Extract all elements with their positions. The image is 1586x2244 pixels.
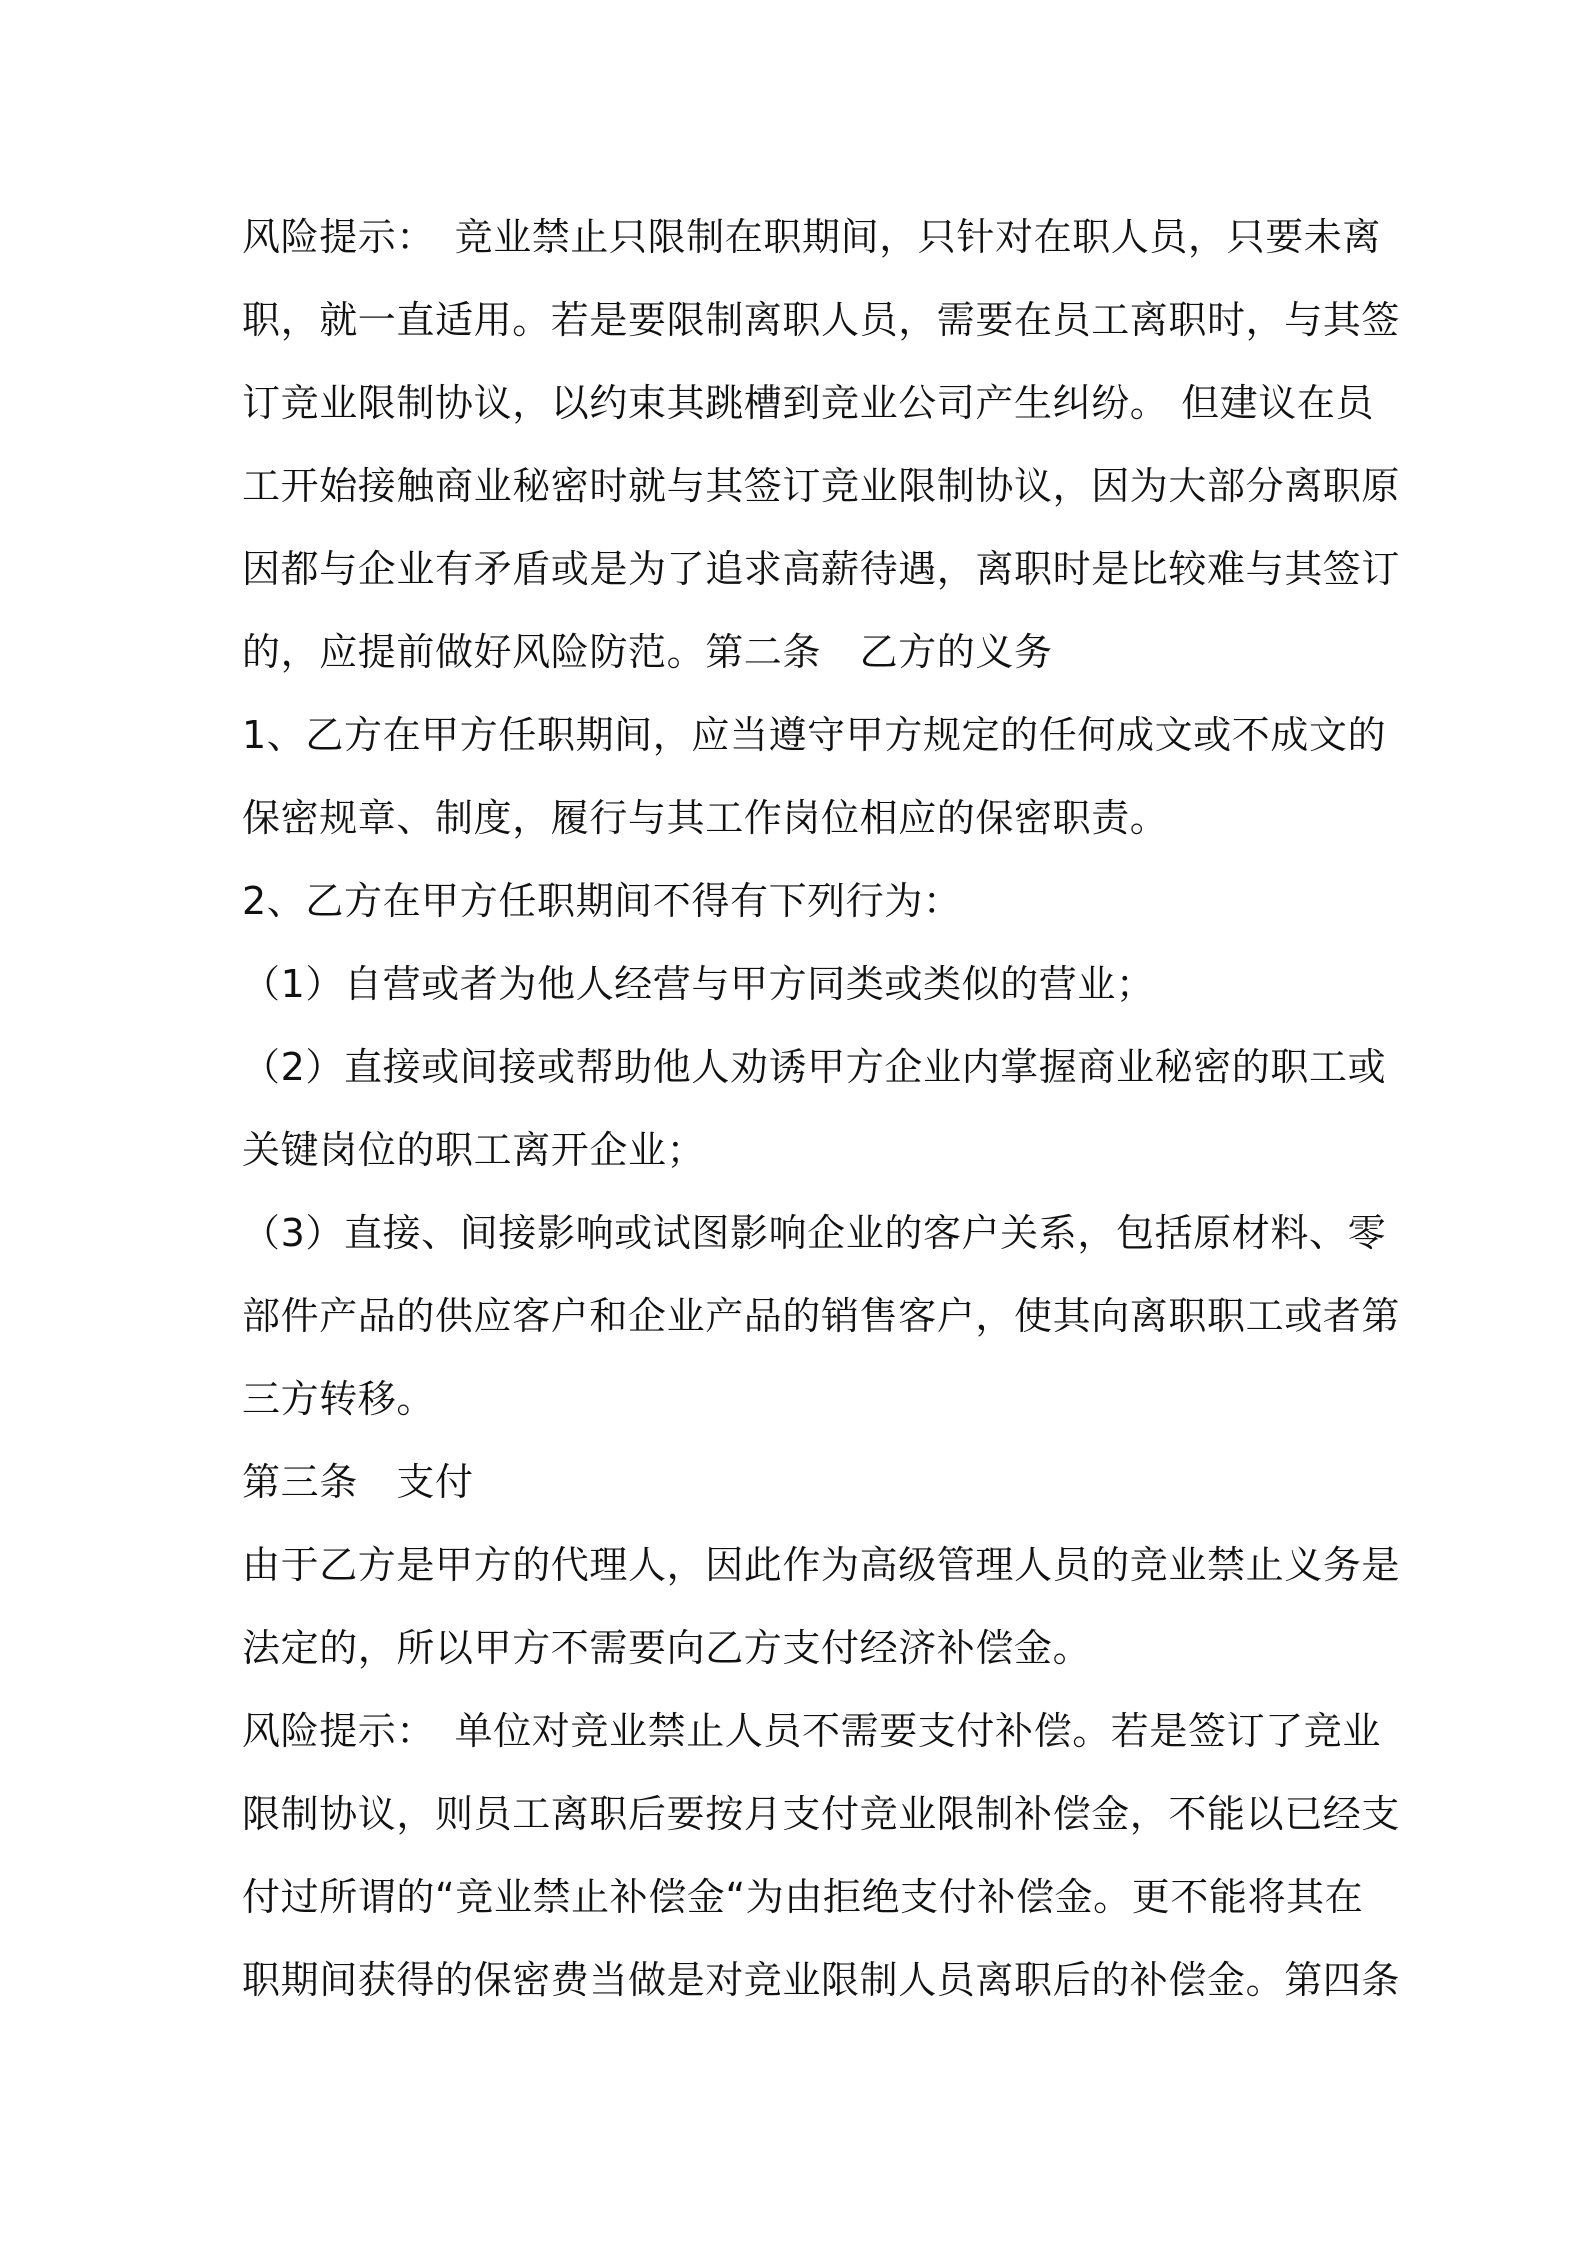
text-line: 工开始接触商业秘密时就与其签订竞业限制协议，因为大部分离职原 [242,464,1401,508]
text-line: 付过所谓的“竞业禁止补偿金“为由拒绝支付补偿金。更不能将其在 [242,1875,1364,1919]
text-line: 法定的，所以甲方不需要向乙方支付经济补偿金。 [242,1626,1092,1670]
text-line: 职期间获得的保密费当做是对竞业限制人员离职后的补偿金。第四条 [242,1958,1401,2002]
text-line: （2）直接或间接或帮助他人劝诱甲方企业内掌握商业秘密的职工或 [242,1045,1387,1089]
text-line: （1）自营或者为他人经营与甲方同类或类似的营业； [242,962,1155,1006]
section-heading: 第三条 支付 [242,1460,474,1504]
document-body [242,196,1401,2022]
text-line: 限制协议，则员工离职后要按月支付竞业限制补偿金，不能以已经支 [242,1792,1401,1836]
text-line: 三方转移。 [242,1377,436,1421]
text-line: 风险提示： 单位对竞业禁止人员不需要支付补偿。若是签订了竞业 [242,1709,1382,1753]
text-line: 部件产品的供应客户和企业产品的销售客户，使其向离职职工或者第 [242,1294,1401,1338]
text-line: （3）直接、间接影响或试图影响企业的客户关系，包括原材料、零 [242,1211,1387,1255]
text-line: 关键岗位的职工离开企业； [242,1128,706,1172]
text-line: 1、乙方在甲方任职期间，应当遵守甲方规定的任何成文或不成文的 [242,713,1387,757]
text-line: 由于乙方是甲方的代理人，因此作为高级管理人员的竞业禁止义务是 [242,1543,1401,1587]
text-line: 因都与企业有矛盾或是为了追求高薪待遇，离职时是比较难与其签订 [242,547,1401,591]
text-line: 2、乙方在甲方任职期间不得有下列行为： [242,879,962,923]
text-line: 风险提示： 竞业禁止只限制在职期间，只针对在职人员，只要未离 [242,215,1382,259]
text-line: 订竞业限制协议，以约束其跳槽到竞业公司产生纠纷。 但建议在员 [242,381,1375,425]
text-line: 保密规章、制度，履行与其工作岗位相应的保密职责。 [242,796,1169,840]
text-line: 的，应提前做好风险防范。第二条 乙方的义务 [242,630,1053,674]
text-line: 职，就一直适用。若是要限制离职人员，需要在员工离职时，与其签 [242,298,1401,342]
